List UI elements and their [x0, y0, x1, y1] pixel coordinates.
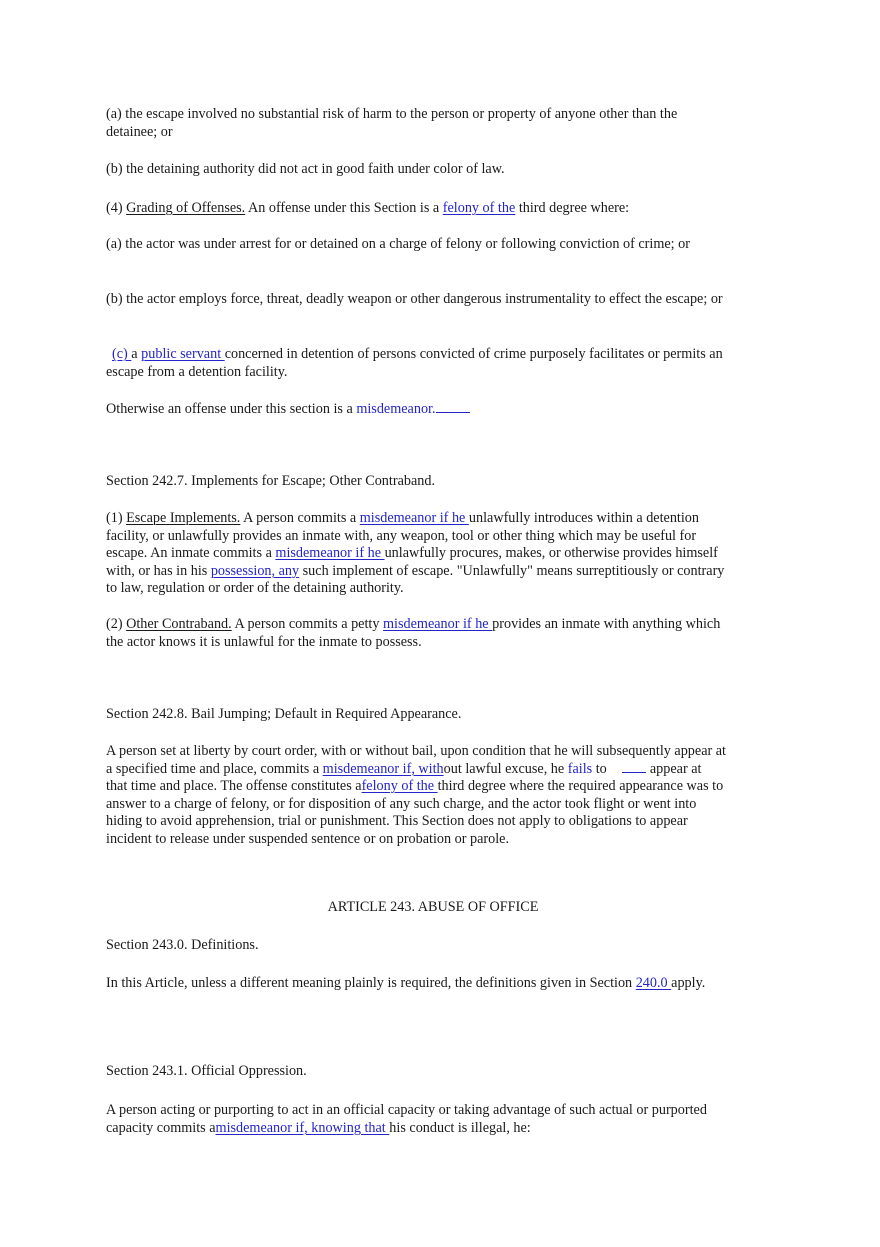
- public-servant-link[interactable]: public servant: [141, 346, 225, 362]
- section-title: Section 242.7. Implements for Escape; Other Contraband.: [106, 473, 435, 489]
- misdemeanor-link[interactable]: misdemeanor if he: [275, 545, 385, 561]
- section-title: Section 243.1. Official Oppression.: [106, 1063, 307, 1079]
- paragraph-official-oppression: [106, 1102, 726, 1137]
- text: unlawfully procures, makes, or otherwise provides himself with, or has in his: [106, 545, 718, 579]
- text: A person set at liberty by court order, with or without bail, upon condition that he will subsequently appear at a specified time and place, commits a: [106, 743, 727, 777]
- section-title: Section 242.8. Bail Jumping; Default in Required Appearance.: [106, 706, 462, 722]
- text: (1): [106, 510, 127, 526]
- article-title: ARTICLE 243. ABUSE OF OFFICE: [327, 899, 539, 915]
- paragraph-grading: [106, 200, 726, 218]
- text: his conduct is illegal, he:: [389, 1119, 531, 1136]
- section-title: Section 243.0. Definitions.: [106, 937, 259, 953]
- paragraph-grading-b: [106, 291, 726, 309]
- c-link[interactable]: (c): [112, 346, 132, 362]
- text: (a) the escape involved no substantial risk of harm to the person or property of anyone other than the detainee; or: [106, 106, 678, 140]
- felony-link[interactable]: felony of the: [361, 778, 438, 794]
- text: to: [592, 760, 611, 777]
- text: A person commits a: [240, 510, 360, 526]
- paragraph-escape-a: [106, 106, 726, 141]
- text: An offense under this Section is a: [245, 200, 443, 216]
- paragraph-escape-implements: [106, 510, 726, 598]
- text: In this Article, unless a different meaning plainly is required, the definitions given in Section: [106, 975, 636, 991]
- paragraph-otherwise: [106, 401, 726, 419]
- text: a: [131, 346, 142, 362]
- link-underline: [622, 771, 646, 773]
- section-242-8-heading: [106, 706, 726, 724]
- text: (b) the detaining authority did not act in good faith under color of law.: [106, 161, 505, 177]
- text: concerned in detention of persons convicted of crime purposely facilitates or permits an escape from a detention facility.: [106, 346, 723, 380]
- section-243-1-heading: [106, 1063, 726, 1081]
- text: A person acting or purporting to act in an official capacity or taking advantage of such actual or purported capacity commits a: [106, 1102, 707, 1136]
- subsection-heading: Other Contraband.: [126, 616, 232, 632]
- text: (a) the actor was under arrest for or detained on a charge of felony or following conviction of crime; or: [106, 236, 690, 252]
- misdemeanor-link[interactable]: misdemeanor if he: [359, 510, 469, 526]
- text: appear at that time and place. The offense constitutes a: [106, 760, 702, 794]
- misdemeanor-link[interactable]: misdemeanor if, with: [322, 760, 444, 777]
- text: provides an inmate with anything which the actor knows it is unlawful for the inmate to possess.: [106, 616, 721, 650]
- text: third degree where:: [515, 200, 630, 216]
- subsection-heading: Grading of Offenses.: [126, 200, 246, 216]
- text: third degree where the required appearance was to answer to a charge of felony, or for disposition of any such charge, and the actor took flight or went into hiding to avoid apprehension, trial or punishment. This Section does not apply to obligations to appear incident to release under suspended sentence or on probation or parole.: [106, 778, 724, 847]
- felony-link[interactable]: felony of the: [442, 200, 516, 216]
- text: (b) the actor employs force, threat, deadly weapon or other dangerous instrumentality to effect the escape; or: [106, 291, 723, 307]
- text: such implement of escape. "Unlawfully" means surreptitiously or contrary to law, regulation or order of the detaining authority.: [106, 562, 725, 596]
- section-243-0-heading: [106, 937, 726, 955]
- misdemeanor-link[interactable]: misdemeanor if he: [383, 616, 493, 632]
- paragraph-other-contraband: [106, 616, 726, 651]
- text: A person commits a petty: [231, 616, 384, 632]
- text: unlawfully introduces within a detention facility, or unlawfully provides an inmate with, any weapon, tool or other thing which may be useful for escape. An inmate commits a: [106, 510, 699, 561]
- fails-link[interactable]: fails: [567, 760, 593, 777]
- subsection-heading: Escape Implements.: [126, 510, 241, 526]
- possession-link[interactable]: possession, any: [210, 562, 300, 579]
- misdemeanor-link[interactable]: misdemeanor if, knowing that: [215, 1119, 390, 1136]
- section-242-7-heading: [106, 473, 726, 491]
- text: out lawful excuse, he: [443, 760, 568, 777]
- link-underline: [436, 411, 470, 413]
- article-243-heading: [0, 899, 866, 917]
- text: (4): [106, 200, 127, 216]
- section-240-0-link[interactable]: 240.0: [635, 975, 672, 991]
- misdemeanor-link[interactable]: misdemeanor.: [356, 401, 436, 417]
- text: (2): [106, 616, 127, 632]
- paragraph-grading-a: [106, 236, 726, 254]
- paragraph-bail-jumping: [106, 743, 726, 848]
- paragraph-definitions: [106, 975, 726, 993]
- text: apply.: [671, 975, 706, 991]
- paragraph-grading-c: [106, 346, 726, 381]
- text: Otherwise an offense under this section is a: [106, 401, 357, 417]
- paragraph-escape-b: [106, 161, 726, 179]
